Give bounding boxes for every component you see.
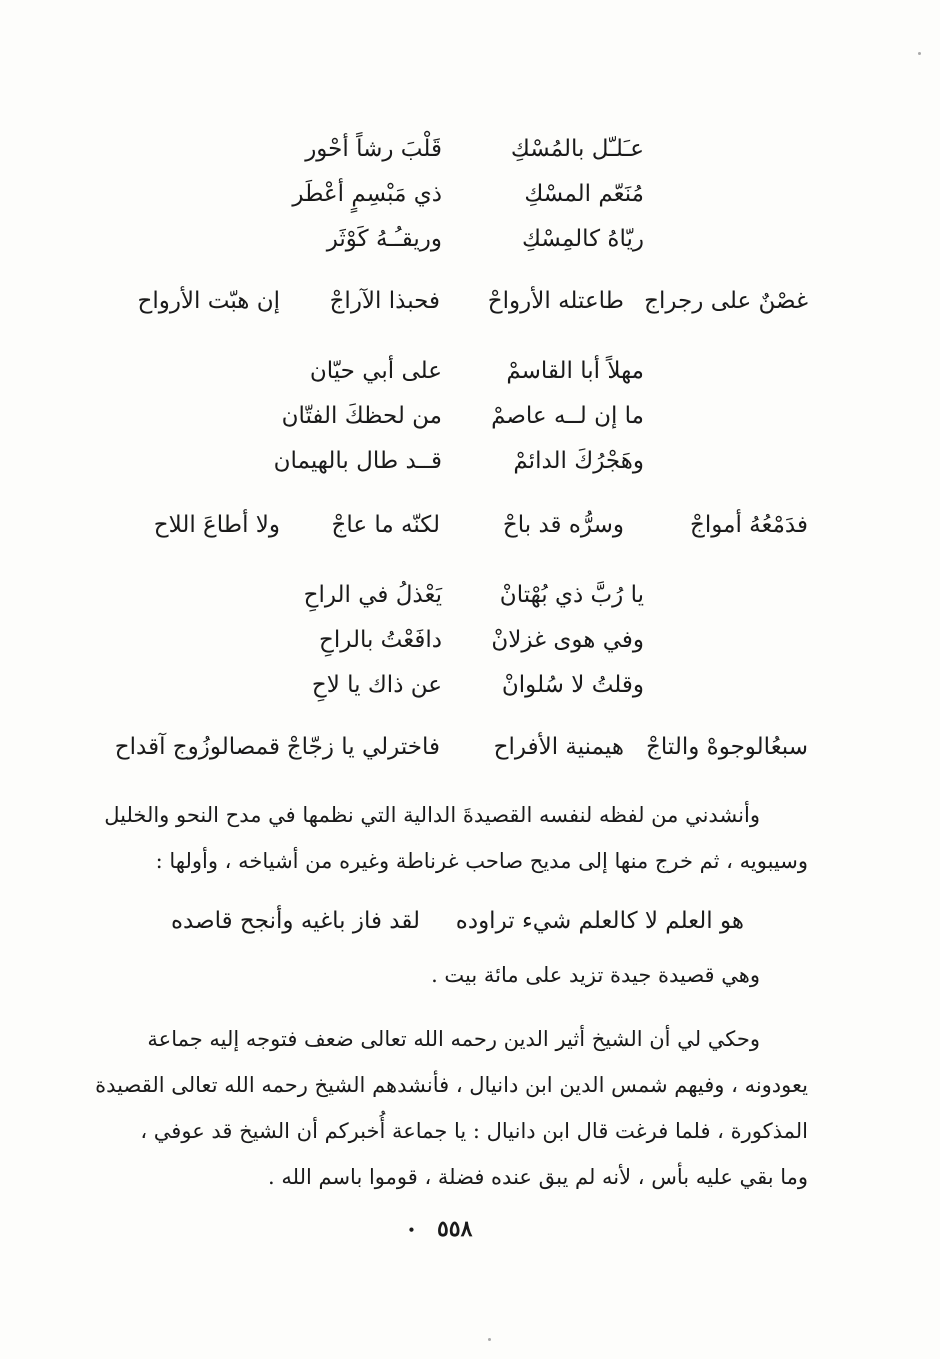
refrain-segment: غصْنٌ على رجراج (644, 288, 808, 314)
refrain-segment: وسرُّه قد باحْ (502, 512, 624, 538)
refrain-segment: ولا أطاعَ اللاح (153, 512, 280, 538)
hemistich-right: وقلتُ لا سُلوانْ (501, 672, 644, 698)
hemistich-left: قــد طال بالهيمان (273, 448, 442, 474)
hemistich-right: مُنَعّم المسْكِ (524, 181, 644, 207)
hemistich-left: يَعْذلُ في الراحِ (303, 582, 442, 608)
refrain-segment: إن هبّت الأرواح (137, 288, 280, 314)
paragraph-line: وأنشدني من لفظه لنفسه القصيدةَ الدالية التي نظمها في مدح النحو والخليل (104, 803, 760, 827)
refrain-segment: طاعتله الأرواحْ (487, 288, 624, 314)
paragraph-line: يعودونه ، وفيهم شمس الدين ابن دانيال ، فأنشدهم الشيخ رحمه الله تعالى القصيدة (95, 1073, 808, 1097)
refrain-segment: فاخترلي يا زجّاجْ (286, 734, 440, 760)
hemistich-right: ريّاهُ كالمِسْكِ (521, 226, 644, 252)
paragraph-line: وحكي لي أن الشيخ أثير الدين رحمه الله تعالى ضعف فتوجه إليه جماعة (147, 1027, 760, 1051)
refrain-segment: فدَمْعُهُ أمواجْ (690, 512, 808, 538)
hemistich-right: مهلاً أبا القاسمْ (506, 358, 644, 384)
refrain-segment: هيمنية الأفراح (493, 734, 624, 760)
hemistich-left: على أبي حيّان (309, 358, 442, 384)
refrain-segment: سبعُالوجوهْ والتاجْ (646, 734, 808, 760)
hemistich-left: لقد فاز باغيه وأنجح قاصده (170, 908, 420, 934)
verse-note: وهي قصيدة جيدة تزيد على مائة بيت . (431, 963, 760, 987)
hemistich-left: من لحظكَ الفتّان (281, 403, 442, 429)
hemistich-left: دافَعْتُ بالراحِ (319, 627, 442, 653)
hemistich-left: قَلْبَ رشاً أحْور (305, 136, 442, 162)
hemistich-right: ما إن لــه عاصمْ (491, 403, 644, 429)
hemistich-left: وريقـُـهُ كَوْثَر (326, 226, 442, 252)
hemistich-right: هو العلم لا كالعلم شيء تراوده (455, 908, 744, 934)
paragraph-line: وسيبويه ، ثم خرج منها إلى مديح صاحب غرناطة وغيره من أشياخه ، وأولها : (155, 849, 808, 873)
hemistich-left: عن ذاك يا لاحِ (311, 672, 442, 698)
hemistich-right: يا رُبَّ ذي بُهْتانْ (499, 582, 644, 608)
hemistich-left: ذي مَبْسِمٍ أعْطَر (292, 181, 442, 207)
page-number (380, 1216, 500, 1242)
scan-speck (918, 52, 921, 55)
scan-speck (488, 1338, 491, 1341)
page-number-dot: • (407, 1223, 416, 1237)
refrain-segment: فحبذا الآراجْ (329, 288, 440, 314)
refrain-segment: قمصالوزُوج آقداح (114, 734, 280, 760)
refrain-segment: لكنّه ما عاجْ (331, 512, 440, 538)
paragraph-line: المذكورة ، فلما فرغت قال ابن دانيال : يا جماعة أُخبركم أن الشيخ قد عوفي ، (140, 1119, 808, 1143)
paragraph-line: وما بقي عليه بأس ، لأنه لم يبق عنده فضلة ، قوموا باسم الله . (268, 1165, 808, 1189)
page-number-value: ٥٥٨ (436, 1216, 473, 1242)
hemistich-right: عـَلـّل بالمُسْكِ (510, 136, 644, 162)
hemistich-right: وفي هوى غزلانْ (491, 627, 644, 653)
hemistich-right: وهَجْرُكَ الدائمْ (513, 448, 644, 474)
